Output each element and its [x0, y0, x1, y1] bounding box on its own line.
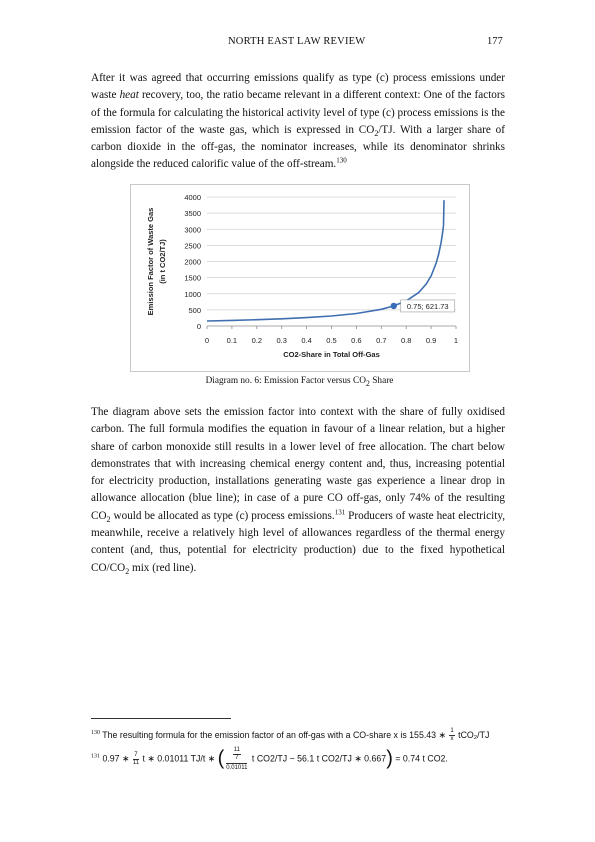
y-tick-label: 3500 — [184, 209, 201, 219]
y-tick-label: 500 — [188, 305, 201, 315]
nested-denominator: 0.01011 — [226, 765, 248, 771]
caption-text-a: Diagram no. 6: Emission Factor versus CO — [205, 376, 366, 386]
page-number: 177 — [487, 36, 503, 47]
nested-fraction — [226, 747, 247, 771]
paragraph-1 — [91, 70, 505, 174]
fraction — [449, 728, 454, 743]
x-tick-label: 0.1 — [226, 336, 238, 345]
x-tick-label: 0.5 — [326, 336, 337, 345]
caption-subscript: 2 — [365, 378, 370, 388]
footnote-ref-131[interactable]: 131 — [334, 508, 346, 517]
y-tick-label: 2500 — [184, 241, 201, 251]
footnote-unit: tCO₂/TJ — [455, 729, 490, 740]
caption-text-b: Share — [369, 376, 394, 386]
fraction-numerator: 1 — [450, 728, 454, 734]
y-tick-label: 2000 — [184, 257, 201, 267]
formula-part-b: t ∗ 0.01011 TJ/t ∗ — [140, 753, 218, 764]
x-tick-label: 0.9 — [425, 336, 437, 345]
formula-part-a: 0.97 ∗ — [100, 753, 132, 764]
x-tick-label: 0.2 — [251, 336, 263, 345]
inner-denominator: 7 — [235, 755, 239, 761]
p2-text-a: The diagram above sets the emission factor into context with the share of fully oxidised carbon. The full formula modifies the equation in favour of a linear relation, but a higher share of carbon monoxide still results in a lower level of free allocation. The chart below demonstrates that with increasing chemical energy content and, thus, increasing potential for electricity production, installations generating waste gas experience a linear drop in allowance allocation (blue line); in case of a pure CO off-gas, only 74% of the resulting CO — [91, 406, 505, 522]
p1-emphasis: heat — [119, 89, 139, 102]
x-axis-title: CO2-Share in Total Off-Gas — [283, 350, 380, 359]
p1-subscript: 2 — [374, 129, 379, 139]
y-tick-label: 4000 — [184, 193, 201, 202]
formula-part-d: = 0.74 t CO2. — [392, 753, 448, 764]
nested-numerator — [226, 747, 247, 764]
p2-subscript-2: 2 — [125, 566, 130, 576]
x-tick-label: 0.4 — [301, 336, 312, 345]
footnote-130 — [91, 728, 511, 743]
highlight-point — [391, 303, 397, 309]
footnote-ref-130[interactable]: 130 — [336, 156, 347, 165]
inner-fraction — [233, 747, 241, 762]
footnote-text: The resulting formula for the emission factor of an off-gas with a CO-share x is 155.43 ∗ — [100, 729, 449, 740]
footnote-131 — [91, 747, 511, 771]
close-paren: ) — [386, 747, 393, 770]
data-label: 0.75; 621.73 — [406, 301, 449, 311]
footnote-number: 130 — [91, 729, 100, 736]
p2-text-c: Producers of waste heat electricity, meanwhile, receive a relatively high level of allowances regardless of the thermal energy content (and, thus, potential for electricity production) due to the fixed hypothetical CO/CO — [91, 509, 505, 574]
y-tick-label: 0 — [196, 322, 201, 331]
fraction-denominator: x — [450, 736, 454, 742]
emission-factor-chart — [130, 184, 470, 372]
fraction — [133, 752, 139, 767]
x-tick-label: 0 — [204, 336, 210, 345]
p1-text-a: After it was agreed that occurring emissions qualify as type (c) process emissions under waste — [91, 72, 505, 102]
y-axis-title-line2: (in t CO2/TJ) — [158, 239, 167, 284]
fraction-denominator: 11 — [132, 759, 140, 766]
open-paren: ( — [217, 747, 225, 770]
footnote-separator — [91, 718, 231, 719]
fraction-numerator: 7 — [134, 751, 138, 758]
x-tick-label: 0.8 — [400, 336, 412, 345]
x-tick-label: 0.7 — [376, 336, 387, 345]
paragraph-2 — [91, 404, 505, 577]
inner-numerator: 11 — [233, 747, 240, 753]
p2-text-b: would be allocated as type (c) process emissions. — [110, 509, 335, 522]
y-axis-title: Emission Factor of Waste Gas — [146, 207, 155, 316]
footnote-number: 131 — [91, 753, 100, 760]
x-tick-label: 1 — [453, 336, 459, 345]
formula-part-c: t CO2/TJ − 56.1 t CO2/TJ ∗ 0.667 — [249, 753, 387, 764]
figure-caption — [0, 376, 595, 386]
p2-subscript-1: 2 — [106, 515, 111, 525]
y-tick-label: 1500 — [184, 273, 201, 283]
x-tick-label: 0.3 — [276, 336, 287, 345]
journal-title: NORTH EAST LAW REVIEW — [228, 36, 366, 47]
y-tick-label: 1000 — [184, 289, 201, 299]
p1-text-b: recovery, too, the ratio became relevant in a different context: One of the factors of the formula for calculating the historical activity level of type (c) process emissions is the emission factor of the waste gas, which is expressed in CO — [91, 89, 505, 136]
p1-text-c: /TJ. With a larger share of carbon dioxide in the off-gas, the nominator increases, while its denominator shrinks alongside the reduced calorific value of the off-stream. — [91, 123, 505, 171]
x-tick-label: 0.6 — [351, 336, 362, 345]
y-tick-label: 3000 — [184, 225, 201, 235]
p2-text-d: mix (red line). — [129, 561, 197, 574]
chart-svg — [131, 185, 469, 371]
